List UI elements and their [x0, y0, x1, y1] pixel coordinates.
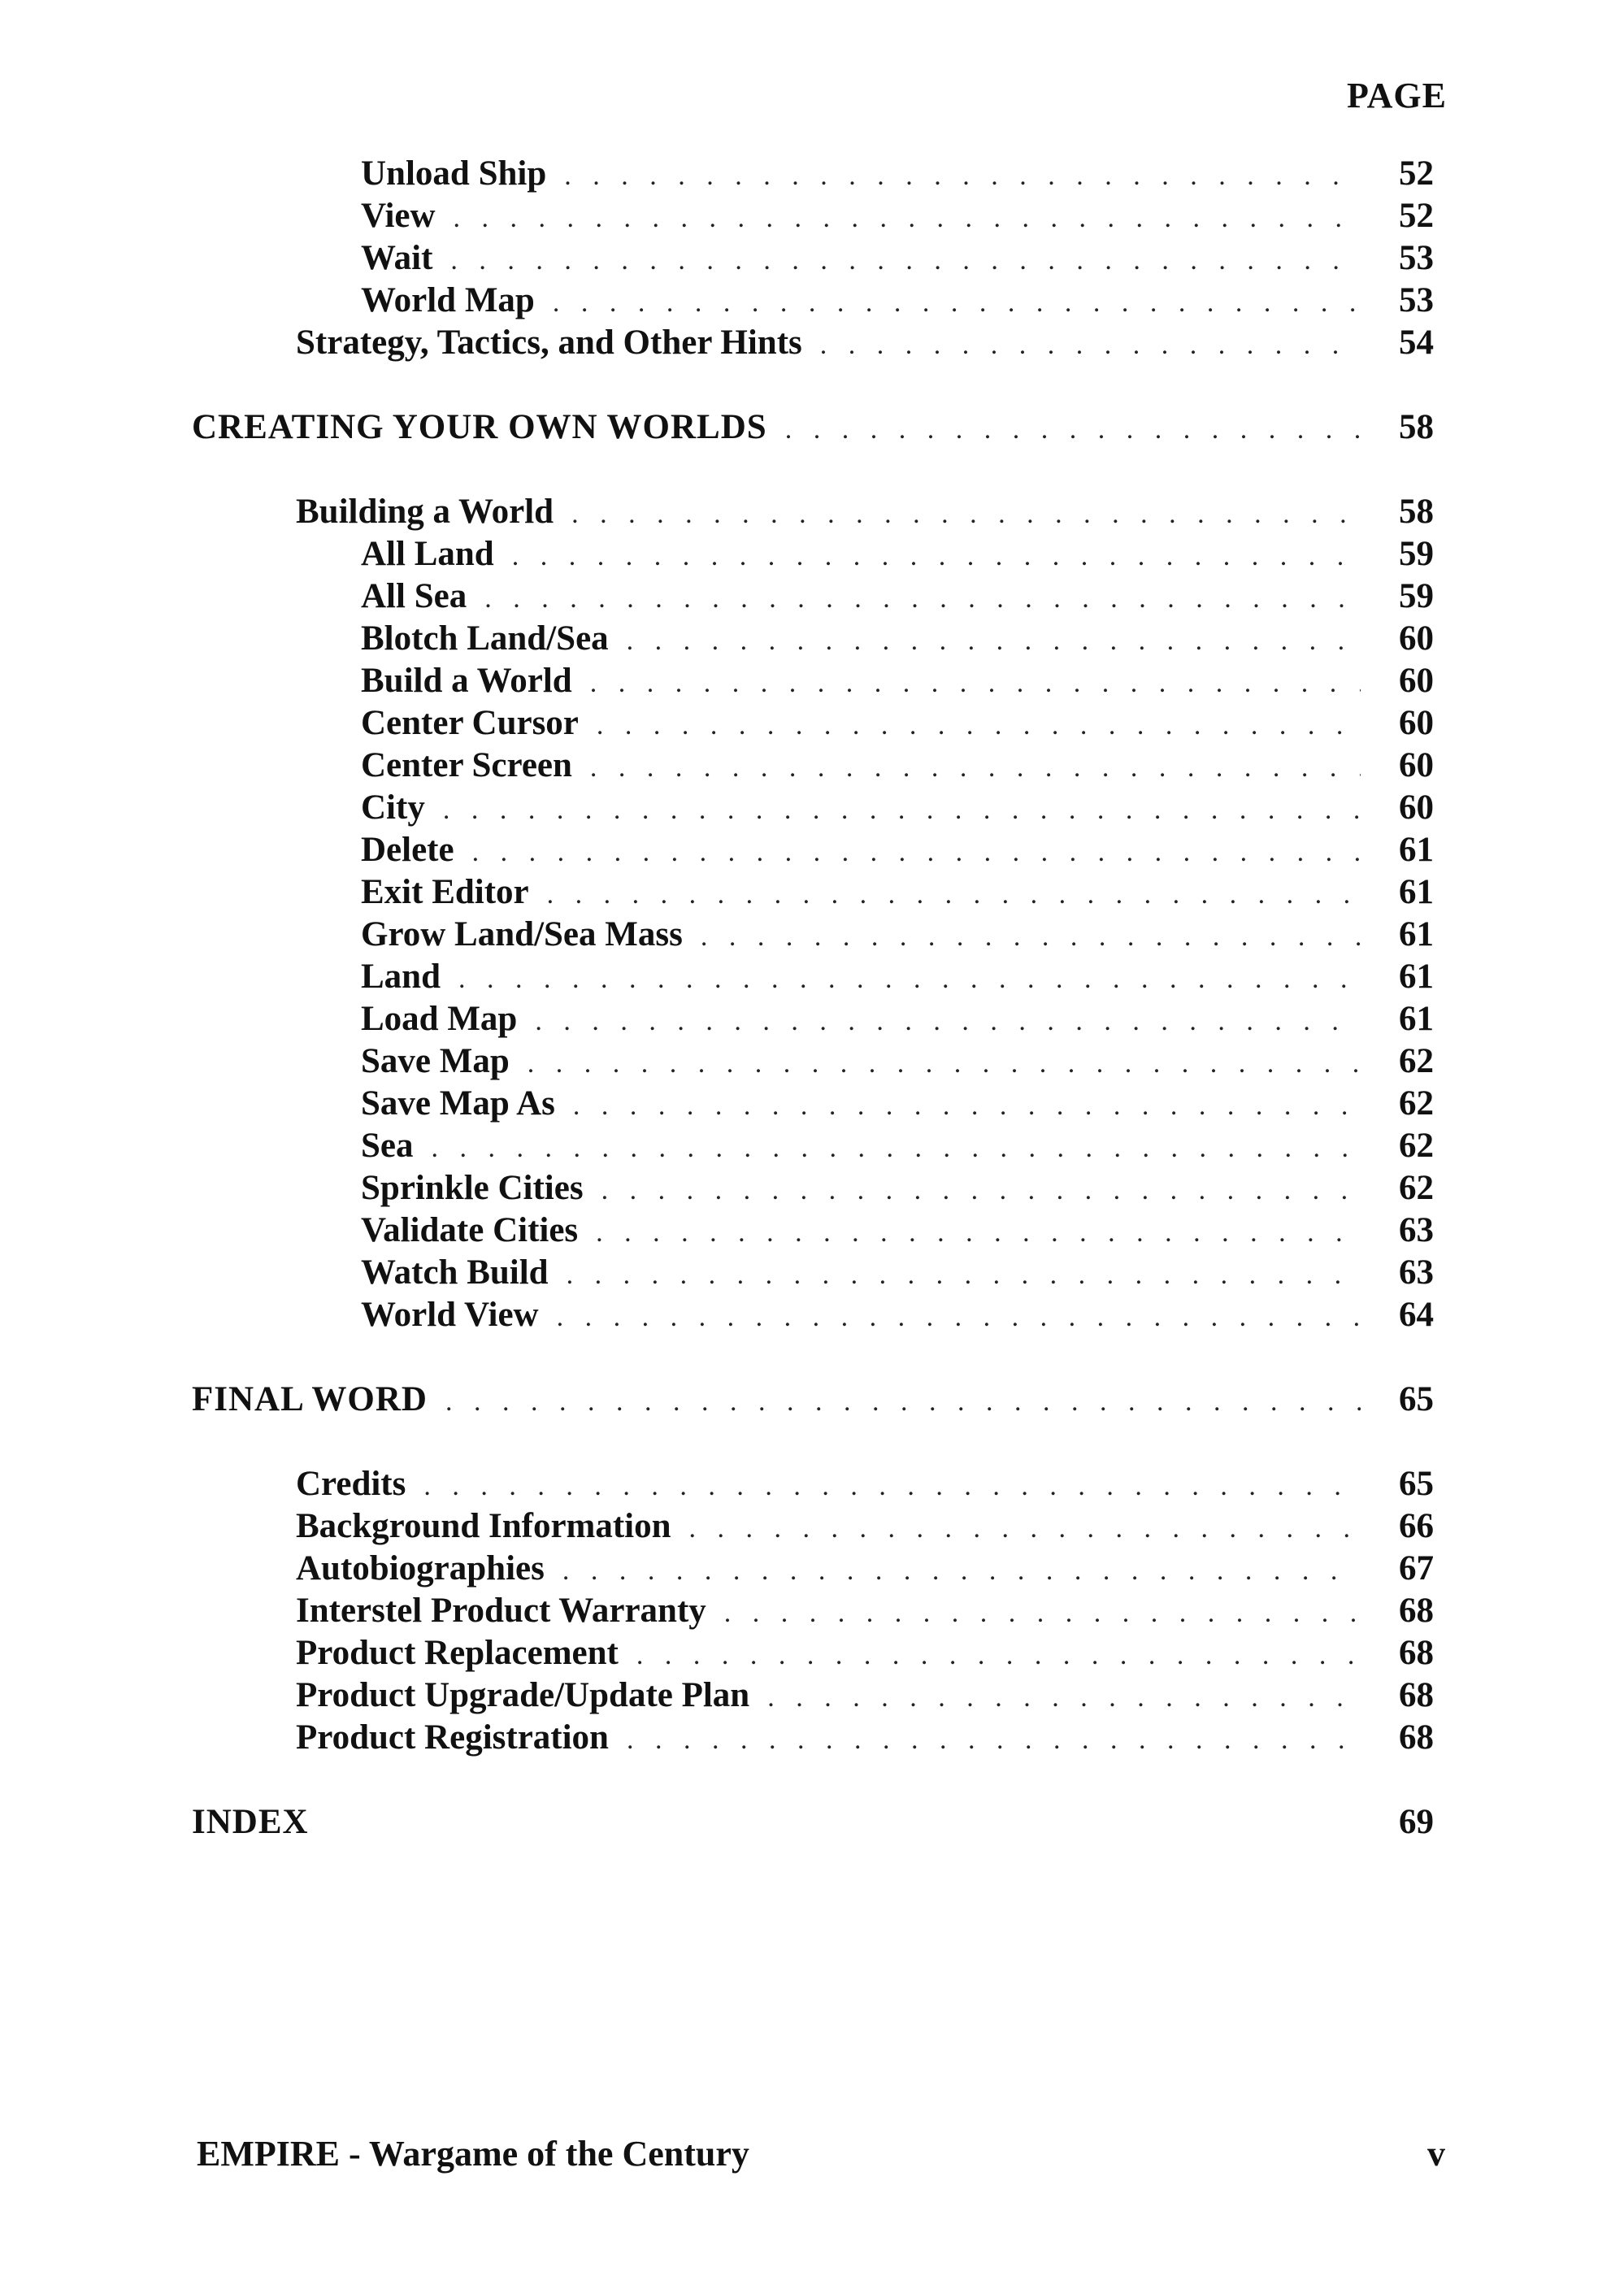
- toc-entry-label: City: [361, 788, 425, 827]
- dot-leader: [528, 1043, 1361, 1085]
- toc-entry-label: Delete: [361, 831, 454, 869]
- toc-entry-page-number: 62: [1399, 1042, 1434, 1080]
- dot-leader: [820, 324, 1361, 367]
- toc-entry[interactable]: [192, 1590, 1434, 1632]
- toc-entry[interactable]: [192, 829, 1434, 871]
- toc-entry-page-number: 66: [1399, 1507, 1434, 1545]
- section-spacer: [192, 364, 1434, 406]
- toc-entry-page-number: 60: [1399, 746, 1434, 784]
- toc-entry[interactable]: [192, 871, 1434, 914]
- toc-entry-label: Save Map As: [361, 1084, 555, 1123]
- toc-entry-page-number: 68: [1399, 1718, 1434, 1757]
- toc-entry-label: Autobiographies: [296, 1549, 545, 1588]
- toc-entry[interactable]: [192, 1674, 1434, 1717]
- toc-entry[interactable]: [192, 237, 1434, 280]
- toc-entry[interactable]: [192, 998, 1434, 1040]
- dot-leader: [553, 282, 1361, 324]
- dot-leader: [484, 578, 1361, 620]
- toc-entry[interactable]: [192, 1210, 1434, 1252]
- dot-leader: [445, 1381, 1361, 1423]
- toc-entry-label: World View: [361, 1296, 539, 1334]
- dot-leader: [450, 240, 1361, 282]
- dot-leader: [571, 493, 1361, 536]
- toc-entry-label: Center Screen: [361, 746, 572, 784]
- toc-entry-label: View: [361, 197, 436, 235]
- dot-leader: [547, 874, 1361, 916]
- toc-entry-page-number: 53: [1399, 239, 1434, 277]
- toc-entry-label: Validate Cities: [361, 1211, 579, 1249]
- toc-entry[interactable]: [192, 787, 1434, 829]
- toc-entry-page-number: 59: [1399, 535, 1434, 573]
- toc-entry-page-number: 58: [1399, 493, 1434, 531]
- section-spacer: [192, 1759, 1434, 1801]
- table-of-contents: [192, 153, 1434, 1844]
- toc-entry-label: Product Upgrade/Update Plan: [296, 1676, 750, 1714]
- toc-entry[interactable]: [192, 1083, 1434, 1125]
- toc-entry[interactable]: [192, 618, 1434, 660]
- toc-entry-label: Load Map: [361, 1000, 518, 1038]
- toc-entry-label: Unload Ship: [361, 154, 547, 193]
- toc-entry-label: Strategy, Tactics, and Other Hints: [296, 324, 802, 362]
- dot-leader: [590, 747, 1361, 789]
- toc-entry-page-number: 60: [1399, 704, 1434, 742]
- toc-entry[interactable]: [192, 1294, 1434, 1336]
- toc-entry-label: CREATING YOUR OWN WORLDS: [192, 408, 767, 446]
- dot-leader: [767, 1677, 1361, 1719]
- dot-leader: [689, 1508, 1361, 1550]
- toc-entry-page-number: 65: [1399, 1465, 1434, 1503]
- toc-entry-page-number: 61: [1399, 873, 1434, 911]
- dot-leader: [458, 958, 1361, 1001]
- toc-entry-label: World Map: [361, 281, 535, 319]
- toc-entry-page-number: 68: [1399, 1592, 1434, 1630]
- toc-entry-label: Background Information: [296, 1507, 671, 1545]
- toc-entry-label: Product Replacement: [296, 1634, 619, 1672]
- toc-entry[interactable]: [192, 1505, 1434, 1548]
- toc-entry[interactable]: [192, 533, 1434, 576]
- toc-entry-label: Credits: [296, 1465, 406, 1503]
- toc-entry-label: FINAL WORD: [192, 1380, 428, 1418]
- toc-entry[interactable]: [192, 491, 1434, 533]
- toc-entry[interactable]: [192, 1252, 1434, 1294]
- dot-leader: [423, 1466, 1361, 1508]
- toc-entry-page-number: 68: [1399, 1634, 1434, 1672]
- dot-leader: [590, 662, 1361, 705]
- dot-leader: [724, 1592, 1361, 1635]
- toc-section-entry[interactable]: [192, 406, 1434, 449]
- toc-entry-page-number: 60: [1399, 788, 1434, 827]
- toc-entry-label: Grow Land/Sea Mass: [361, 915, 683, 953]
- toc-entry[interactable]: [192, 153, 1434, 195]
- dot-leader: [596, 1212, 1361, 1254]
- toc-entry[interactable]: [192, 702, 1434, 745]
- toc-section-entry[interactable]: [192, 1801, 1434, 1844]
- toc-entry-label: Interstel Product Warranty: [296, 1592, 706, 1630]
- dot-leader: [557, 1297, 1361, 1339]
- toc-entry-page-number: 69: [1399, 1803, 1434, 1841]
- dot-leader: [627, 620, 1361, 662]
- toc-entry-page-number: 61: [1399, 1000, 1434, 1038]
- toc-entry-label: Sea: [361, 1127, 414, 1165]
- toc-entry-label: Center Cursor: [361, 704, 579, 742]
- toc-entry-label: Build a World: [361, 662, 572, 700]
- section-spacer: [192, 1336, 1434, 1379]
- toc-entry[interactable]: [192, 956, 1434, 998]
- toc-entry-page-number: 63: [1399, 1211, 1434, 1249]
- toc-entry[interactable]: [192, 1125, 1434, 1167]
- dot-leader: [701, 916, 1361, 958]
- dot-leader: [597, 705, 1361, 747]
- toc-entry-label: Save Map: [361, 1042, 510, 1080]
- dot-leader: [535, 1001, 1361, 1043]
- footer-title: EMPIRE - Wargame of the Century: [197, 2134, 749, 2174]
- toc-entry-page-number: 52: [1399, 197, 1434, 235]
- toc-entry[interactable]: [192, 1632, 1434, 1674]
- toc-entry[interactable]: [192, 1040, 1434, 1083]
- toc-entry-label: All Sea: [361, 577, 467, 615]
- toc-entry-page-number: 63: [1399, 1253, 1434, 1292]
- toc-entry[interactable]: [192, 576, 1434, 618]
- footer-page-number: v: [1427, 2134, 1445, 2174]
- section-spacer: [192, 1421, 1434, 1463]
- dot-leader: [443, 789, 1361, 832]
- dot-leader: [627, 1719, 1361, 1761]
- toc-entry-page-number: 61: [1399, 915, 1434, 953]
- toc-entry-page-number: 52: [1399, 154, 1434, 193]
- toc-entry-label: Watch Build: [361, 1253, 549, 1292]
- toc-entry-page-number: 62: [1399, 1084, 1434, 1123]
- toc-entry-label: Product Registration: [296, 1718, 609, 1757]
- toc-entry[interactable]: [192, 1167, 1434, 1210]
- dot-leader: [564, 155, 1361, 198]
- toc-entry[interactable]: [192, 660, 1434, 702]
- toc-entry[interactable]: [192, 322, 1434, 364]
- toc-entry-page-number: 61: [1399, 958, 1434, 996]
- toc-entry[interactable]: [192, 745, 1434, 787]
- toc-entry-page-number: 54: [1399, 324, 1434, 362]
- toc-entry-page-number: 61: [1399, 831, 1434, 869]
- toc-entry-page-number: 58: [1399, 408, 1434, 446]
- toc-entry-label: Land: [361, 958, 441, 996]
- toc-entry[interactable]: [192, 280, 1434, 322]
- toc-entry-page-number: 62: [1399, 1127, 1434, 1165]
- dot-leader: [562, 1550, 1361, 1592]
- toc-entry-page-number: 53: [1399, 281, 1434, 319]
- toc-entry[interactable]: [192, 1717, 1434, 1759]
- toc-entry-page-number: 67: [1399, 1549, 1434, 1588]
- dot-leader: [785, 409, 1361, 451]
- toc-entry-page-number: 62: [1399, 1169, 1434, 1207]
- section-spacer: [192, 449, 1434, 491]
- dot-leader: [472, 832, 1361, 874]
- toc-entry-page-number: 64: [1399, 1296, 1434, 1334]
- dot-leader: [432, 1127, 1361, 1170]
- toc-entry-page-number: 60: [1399, 662, 1434, 700]
- dot-leader: [636, 1635, 1361, 1677]
- toc-entry-label: INDEX: [192, 1803, 309, 1841]
- toc-entry-label: Sprinkle Cities: [361, 1169, 584, 1207]
- toc-entry-page-number: 65: [1399, 1380, 1434, 1418]
- toc-entry-label: Wait: [361, 239, 433, 277]
- toc-entry-page-number: 68: [1399, 1676, 1434, 1714]
- toc-entry[interactable]: [192, 914, 1434, 956]
- dot-leader: [601, 1170, 1361, 1212]
- toc-entry-label: All Land: [361, 535, 494, 573]
- toc-section-entry[interactable]: [192, 1379, 1434, 1421]
- page-footer: [197, 2133, 1445, 2174]
- toc-entry-label: Exit Editor: [361, 873, 529, 911]
- toc-entry-page-number: 60: [1399, 619, 1434, 658]
- toc-entry-label: Building a World: [296, 493, 554, 531]
- dot-leader: [567, 1254, 1361, 1297]
- page-column-header: PAGE: [1347, 76, 1447, 115]
- dot-leader: [573, 1085, 1361, 1127]
- dot-leader: [512, 536, 1361, 578]
- toc-entry-label: Blotch Land/Sea: [361, 619, 609, 658]
- toc-entry[interactable]: [192, 1463, 1434, 1505]
- toc-entry[interactable]: [192, 1548, 1434, 1590]
- toc-entry-page-number: 59: [1399, 577, 1434, 615]
- dot-leader: [454, 198, 1361, 240]
- toc-entry[interactable]: [192, 195, 1434, 237]
